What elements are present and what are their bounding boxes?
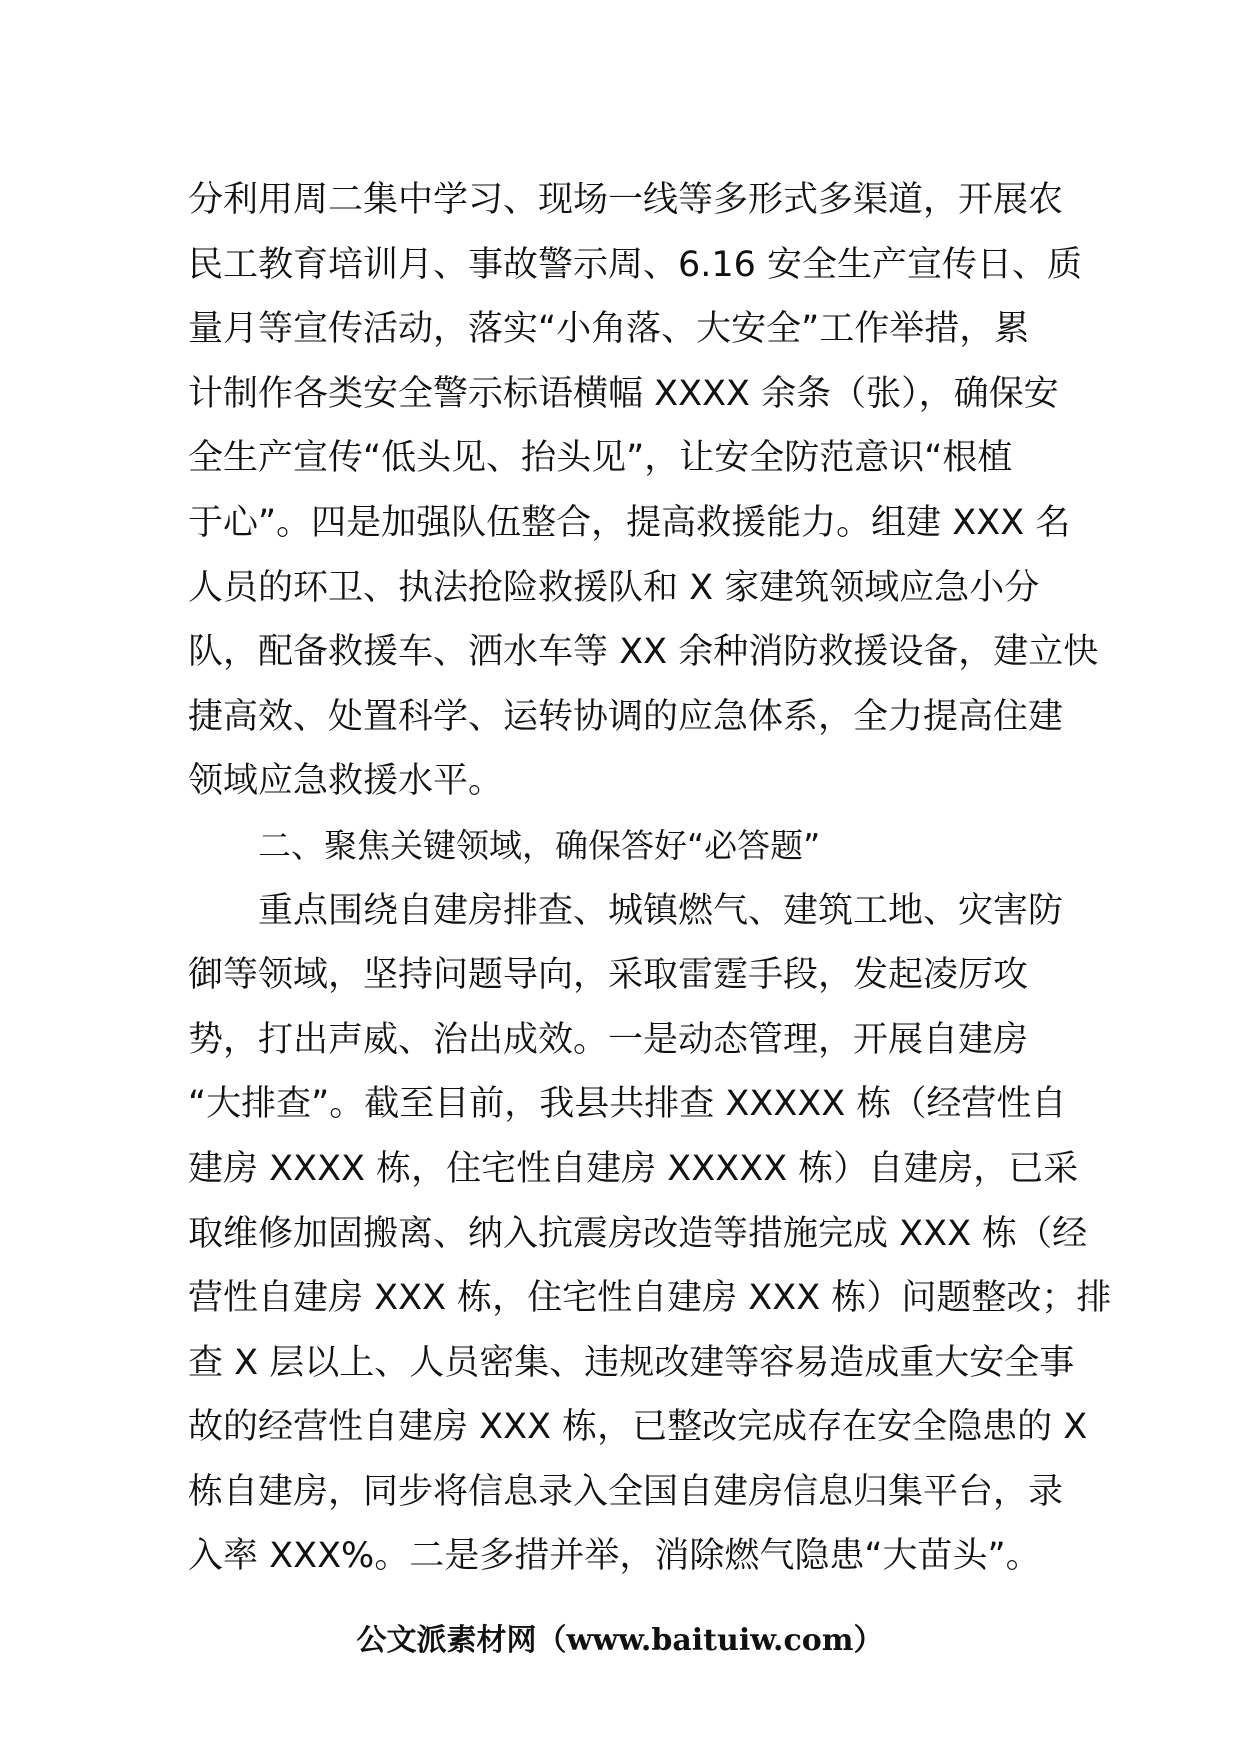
- text-line: 建房 XXXX 栋，住宅性自建房 XXXXX 栋）自建房，已采: [188, 1148, 1079, 1189]
- text-line: 取维修加固搬离、纳入抗震房改造等措施完成 XXX 栋（经: [188, 1213, 1088, 1254]
- text-line: 队，配备救援车、洒水车等 XX 余种消防救援设备，建立快: [188, 632, 1099, 673]
- footer-watermark: 公文派素材网（www.baituiw.com）: [356, 1623, 884, 1658]
- text-line: 捷高效、处置科学、运转协调的应急体系，全力提高住建: [188, 696, 1064, 737]
- text-line: 故的经营性自建房 XXX 栋，已整改完成存在安全隐患的 X: [188, 1407, 1088, 1448]
- document-body: [188, 168, 1112, 1589]
- text-line: 入率 XXX%。二是多措并举，消除燃气隐患“大苗头”。: [188, 1536, 1041, 1577]
- section-heading: 二、聚焦关键领域，确保答好“必答题”: [258, 825, 821, 865]
- text-line: “大排查”。截至目前，我县共排查 XXXXX 栋（经营性自: [188, 1084, 1067, 1125]
- text-line: 势，打出声威、治出成效。一是动态管理，开展自建房: [188, 1019, 1029, 1060]
- text-line: 栋自建房，同步将信息录入全国自建房信息归集平台，录: [188, 1471, 1064, 1512]
- text-line: 御等领域，坚持问题导向，采取雷霆手段，发起凌厉攻: [188, 955, 1029, 996]
- text-line: 民工教育培训月、事故警示周、6.16 安全生产宣传日、质: [188, 244, 1083, 285]
- text-line: 全生产宣传“低头见、抬头见”，让安全防范意识“根植: [188, 438, 1013, 479]
- text-line: 查 X 层以上、人员密集、违规改建等容易造成重大安全事: [188, 1342, 1075, 1383]
- text-line: 计制作各类安全警示标语横幅 XXXX 余条（张），确保安: [188, 373, 1059, 414]
- text-line: 于心”。四是加强队伍整合，提高救援能力。组建 XXX 名: [188, 502, 1071, 543]
- text-line: 重点围绕自建房排查、城镇燃气、建筑工地、灾害防: [258, 890, 1064, 931]
- text-line: 领域应急救援水平。: [188, 761, 504, 802]
- text-line: 营性自建房 XXX 栋，住宅性自建房 XXX 栋）问题整改；排: [188, 1278, 1112, 1319]
- text-line: 量月等宣传活动，落实“小角落、大安全”工作举措，累: [188, 309, 1030, 350]
- text-line: 人员的环卫、执法抢险救援队和 X 家建筑领域应急小分: [188, 567, 1040, 608]
- text-line: 分利用周二集中学习、现场一线等多形式多渠道，开展农: [188, 180, 1064, 220]
